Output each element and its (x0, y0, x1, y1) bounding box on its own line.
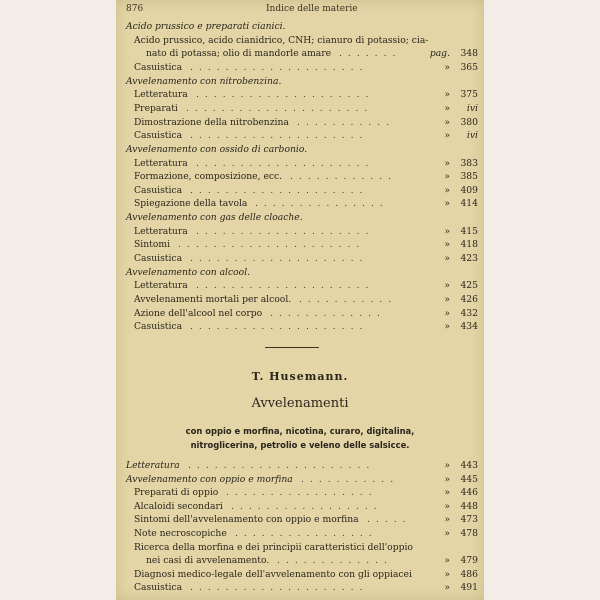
index-entry (116, 308, 484, 321)
entry-page-ref (444, 473, 478, 485)
entry-page-ref (444, 130, 478, 142)
dot-leader: ............. (270, 307, 386, 319)
index-entry (116, 35, 484, 48)
page-number-ref: 448 (460, 500, 478, 512)
page-number-ref: 409 (460, 184, 478, 196)
entry-label: Casuistica (134, 61, 183, 73)
section-author: T. Husemann. (251, 370, 349, 383)
entry-label: Acido prussico, acido cianidrico, CNH; cianuro di potassio; cia- (134, 34, 429, 46)
page-number-ref: 414 (460, 198, 478, 210)
dot-leader: .................... (190, 130, 369, 142)
index-entry (116, 514, 484, 527)
ditto-mark: » (444, 307, 450, 319)
index-entry (116, 212, 484, 225)
ditto-mark: » (444, 225, 450, 237)
index-entry (116, 294, 484, 307)
index-entry (116, 280, 484, 293)
dot-leader: .................... (196, 157, 375, 169)
dot-leader: ............ (290, 171, 398, 183)
entry-page-ref (429, 48, 478, 60)
dot-leader: .................... (190, 321, 369, 333)
entry-page-ref (444, 102, 478, 114)
index-entry (116, 185, 484, 198)
index-entry (116, 253, 484, 266)
page-number-ref: 425 (460, 280, 478, 292)
page-content (116, 0, 484, 600)
dot-leader: ............. (277, 555, 393, 567)
index-entry (116, 144, 484, 157)
page-number-ref: 380 (460, 116, 478, 128)
entry-label: Avvelenamento con alcool. (126, 266, 251, 278)
dot-leader: ................. (231, 500, 383, 512)
entry-label: Azione dell'alcool nel corpo (134, 307, 263, 319)
ditto-mark: » (444, 473, 450, 485)
page-number-ref: 473 (460, 514, 478, 526)
page-number: 876 (126, 4, 144, 14)
dot-leader: ....... (339, 48, 402, 60)
index-entry (116, 198, 484, 211)
entry-page-ref (444, 280, 478, 292)
ditto-mark: » (444, 116, 450, 128)
ditto-mark: » (444, 157, 450, 169)
entry-label: Dimostrazione della nitrobenzina (134, 116, 289, 128)
entry-page-ref (444, 253, 478, 265)
entry-page-ref (444, 184, 478, 196)
ditto-mark: » (444, 171, 450, 183)
entry-label: Casuistica (134, 321, 183, 333)
entry-label: nato di potassa; olio di mandorle amare (146, 48, 332, 60)
dot-leader: .................... (196, 280, 375, 292)
page-number-ref: 432 (460, 307, 478, 319)
entry-label: Sintomi (134, 239, 171, 251)
page-number-ref: 479 (460, 555, 478, 567)
ditto-mark: » (444, 294, 450, 305)
book-page (116, 0, 484, 600)
dot-leader: .................... (190, 184, 369, 196)
index-entry (116, 130, 484, 143)
page-number-ref: 418 (460, 239, 478, 251)
ditto-mark: » (444, 487, 450, 499)
dot-leader: .................... (190, 582, 369, 594)
dot-leader: .................... (196, 89, 375, 101)
ditto-mark: » (444, 280, 450, 292)
dot-leader: ........... (301, 473, 400, 485)
ditto-mark: » (444, 514, 450, 526)
entry-page-ref (444, 487, 478, 499)
entry-page-ref (444, 555, 478, 567)
index-entry (116, 555, 484, 568)
entry-label: Ricerca della morfina e dei principii caratteristici dell'oppio (134, 541, 413, 553)
ditto-mark: » (444, 528, 450, 539)
dot-leader: ..................... (186, 102, 374, 114)
index-entry (116, 474, 484, 487)
page-number-ref: 445 (460, 473, 478, 485)
ditto-mark: » (444, 198, 450, 210)
dot-leader: ..................... (188, 460, 376, 471)
entry-label: Letteratura (134, 89, 188, 101)
index-entry (116, 528, 484, 541)
index-entry (116, 117, 484, 130)
index-entry (116, 226, 484, 239)
index-entry (116, 103, 484, 116)
entry-label: Preparati di oppio (134, 487, 219, 499)
ditto-mark: » (444, 555, 450, 567)
entry-page-ref (444, 500, 478, 512)
entry-label: Avvelenamento con oppio e morfina (126, 473, 293, 485)
index-entry (116, 542, 484, 555)
index-entry (116, 267, 484, 280)
entry-label: Note necroscopiche (134, 528, 227, 539)
page-prefix: pag. (429, 48, 450, 60)
entry-page-ref (444, 460, 478, 471)
page-number-ref: 426 (460, 294, 478, 305)
entry-label: Diagnosi medico-legale dell'avvelenamento con gli oppiacei (134, 568, 412, 580)
entry-page-ref (444, 528, 478, 539)
entry-page-ref (444, 307, 478, 319)
section-title: Avvelenamenti (251, 396, 349, 411)
index-entry (116, 62, 484, 75)
page-number-ref: ivi (466, 102, 478, 114)
ditto-mark: » (444, 184, 450, 196)
entry-label: Spiegazione della tavola (134, 198, 248, 210)
running-title: Indice delle materie (266, 4, 358, 14)
ditto-mark: » (444, 239, 450, 251)
index-entry (116, 321, 484, 334)
ditto-mark: » (444, 321, 450, 333)
entry-page-ref (444, 171, 478, 183)
page-number-ref: 348 (460, 48, 478, 60)
index-entry (116, 582, 484, 595)
entry-label: Avvelenamento con gas delle cloache. (126, 212, 303, 224)
dot-leader: ........... (299, 294, 398, 305)
entry-label: Letteratura (134, 280, 188, 292)
entry-label: Preparati (134, 102, 178, 114)
index-entry (116, 171, 484, 184)
index-entry (116, 501, 484, 514)
page-number-ref: 443 (460, 460, 478, 471)
entry-label: Sintomi dell'avvelenamento con oppio e morfina (134, 514, 359, 526)
page-number-ref: 491 (460, 582, 478, 594)
page-number-ref: 415 (460, 225, 478, 237)
index-entry (116, 89, 484, 102)
page-number-ref: 486 (460, 568, 478, 580)
page-number-ref: ivi (466, 130, 478, 142)
page-number-ref: 385 (460, 171, 478, 183)
entry-page-ref (444, 582, 478, 594)
ditto-mark: » (444, 582, 450, 594)
dot-leader: .................... (190, 61, 369, 73)
dot-leader: ................ (235, 528, 378, 539)
entry-label: Avvelenamenti mortali per alcool. (134, 294, 292, 305)
index-entry (116, 239, 484, 252)
index-entry (116, 460, 484, 473)
index-entry (116, 158, 484, 171)
entry-page-ref (444, 61, 478, 73)
entry-label: Letteratura (126, 460, 180, 471)
entry-label: Casuistica (134, 253, 183, 265)
entry-label: Alcaloidi secondari (134, 500, 223, 512)
entry-page-ref (444, 89, 478, 101)
entry-page-ref (444, 514, 478, 526)
page-number-ref: 375 (460, 89, 478, 101)
section-subtitle: con oppio e morfina, nicotina, curaro, digitalina, nitroglicerina, petrolio e veleno delle salsicce. (185, 426, 415, 450)
dot-leader: .................... (196, 225, 375, 237)
entry-page-ref (444, 321, 478, 333)
page-number-ref: 365 (460, 61, 478, 73)
ditto-mark: » (444, 568, 450, 580)
entry-label: Avvelenamento con nitrobenzina. (126, 75, 282, 87)
dot-leader: ........... (297, 116, 396, 128)
page-number-ref: 446 (460, 487, 478, 499)
page-header (116, 4, 484, 18)
entry-label: Letteratura (134, 157, 188, 169)
ditto-mark: » (444, 253, 450, 265)
entry-label: Casuistica (134, 130, 183, 142)
entry-label: Letteratura (134, 225, 188, 237)
entry-page-ref (444, 239, 478, 251)
page-number-ref: 423 (460, 253, 478, 265)
page-number-ref: 478 (460, 528, 478, 539)
entry-page-ref (444, 225, 478, 237)
ditto-mark: » (444, 102, 450, 114)
entry-label: Avvelenamento con ossido di carbonio. (126, 143, 308, 155)
page-number-ref: 434 (460, 321, 478, 333)
entry-label: Acido prussico e preparati cianici. (126, 21, 286, 32)
index-entry (116, 48, 484, 61)
entry-page-ref (444, 294, 478, 305)
entry-page-ref (444, 198, 478, 210)
entry-page-ref (444, 116, 478, 128)
entry-label: Casuistica (134, 582, 183, 594)
dot-leader: .................... (190, 253, 369, 265)
page-number-ref: 383 (460, 157, 478, 169)
dot-leader: ..................... (178, 239, 366, 251)
index-entry (116, 487, 484, 500)
entry-label: Formazione, composizione, ecc. (134, 171, 283, 183)
dot-leader: ..... (367, 514, 412, 526)
dot-leader: ................. (226, 487, 378, 499)
index-entry (116, 76, 484, 89)
dot-leader: ............... (255, 198, 389, 210)
ditto-mark: » (444, 130, 450, 142)
entry-label: nei casi di avvelenamento. (146, 555, 270, 567)
entry-label: Casuistica (134, 184, 183, 196)
ditto-mark: » (444, 500, 450, 512)
index-entry (116, 569, 484, 582)
entry-page-ref (444, 568, 478, 580)
index-entry (116, 21, 484, 34)
ditto-mark: » (444, 89, 450, 101)
section-separator (265, 347, 319, 348)
ditto-mark: » (444, 460, 450, 471)
ditto-mark: » (444, 61, 450, 73)
entry-page-ref (444, 157, 478, 169)
